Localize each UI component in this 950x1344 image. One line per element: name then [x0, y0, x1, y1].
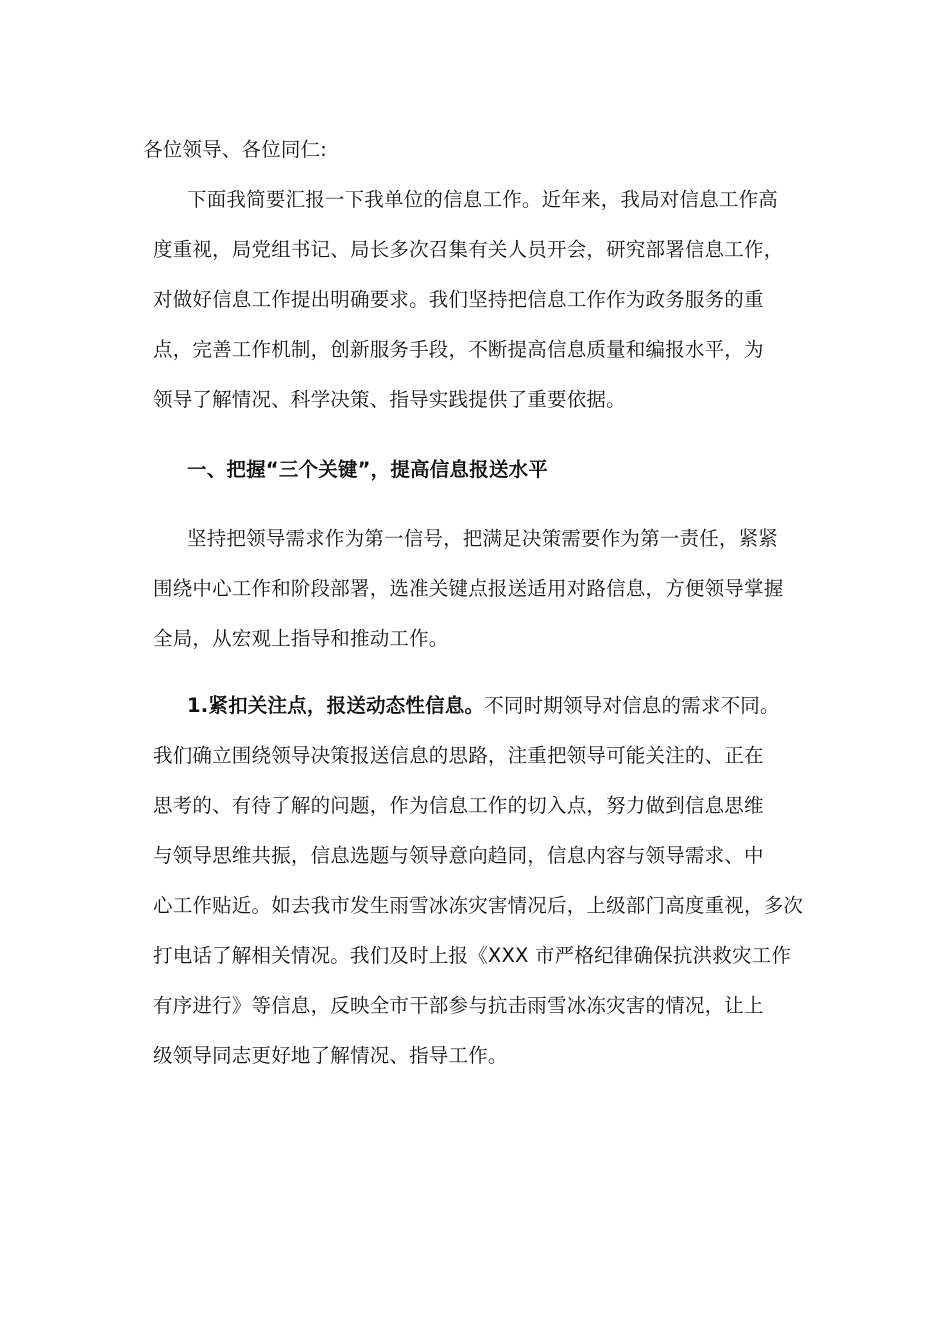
point-first-line — [187, 693, 780, 719]
intro-line: 领导了解情况、科学决策、指导实践提供了重要依据。 — [153, 388, 626, 411]
point-line: 与领导思维共振，信息选题与领导意向趋同，信息内容与领导需求、中 — [153, 844, 764, 867]
point-line: 打电话了解相关情况。我们及时上报《XXX 市严格纪律确保抗洪救灾工作 — [153, 944, 792, 967]
section-heading: 一、把握“三个关键”，提高信息报送水平 — [187, 458, 548, 481]
point-line: 心工作贴近。如去我市发生雨雪冰冻灾害情况后，上级部门高度重视，多次 — [153, 894, 804, 917]
section-paragraph-line: 坚持把领导需求作为第一信号，把满足决策需要作为第一责任，紧紧 — [187, 527, 779, 550]
section-paragraph-line: 围绕中心工作和阶段部署，选准关键点报送适用对路信息，方便领导掌握 — [153, 577, 784, 600]
point-lead: 1.紧扣关注点，报送动态性信息。 — [187, 694, 485, 717]
point-line: 有序进行》等信息，反映全市干部参与抗击雨雪冰冻灾害的情况，让上 — [153, 994, 764, 1017]
point-line: 级领导同志更好地了解情况、指导工作。 — [153, 1044, 508, 1067]
point-line: 思考的、有待了解的问题，作为信息工作的切入点，努力做到信息思维 — [153, 794, 764, 817]
intro-line: 下面我简要汇报一下我单位的信息工作。近年来，我局对信息工作高 — [187, 188, 779, 211]
point-first-line-rest: 不同时期领导对信息的需求不同。 — [484, 694, 780, 717]
point-line: 我们确立围绕领导决策报送信息的思路，注重把领导可能关注的、正在 — [153, 744, 764, 767]
section-paragraph-line: 全局，从宏观上指导和推动工作。 — [153, 627, 449, 650]
intro-line: 点，完善工作机制，创新服务手段，不断提高信息质量和编报水平，为 — [153, 338, 764, 361]
intro-line: 对做好信息工作提出明确要求。我们坚持把信息工作作为政务服务的重 — [153, 288, 764, 311]
salutation: 各位领导、各位同仁: — [143, 138, 328, 161]
intro-line: 度重视，局党组书记、局长多次召集有关人员开会，研究部署信息工作， — [153, 238, 784, 261]
